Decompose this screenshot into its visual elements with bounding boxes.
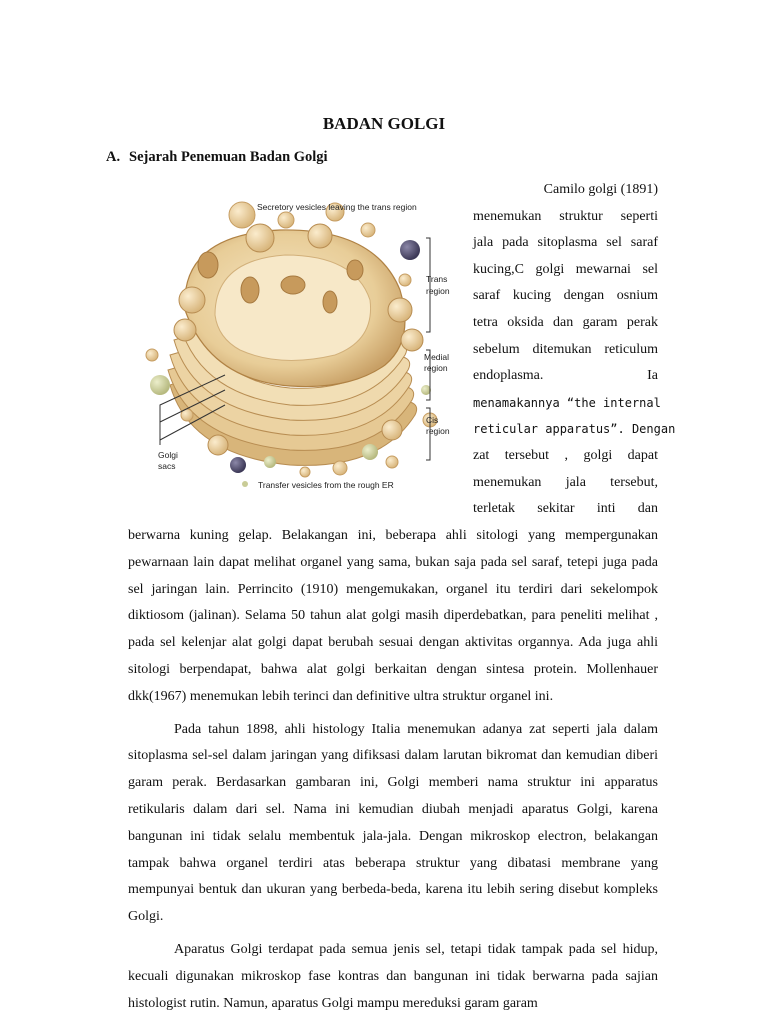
wrap-line: Camilo golgi (1891) — [543, 182, 658, 197]
wrap-line: menemukan struktur seperti — [473, 208, 658, 224]
paragraph-3: Aparatus Golgi terdapat pada semua jenis sel, tetapi tidak tampak pada sel hidup, kecuali digunakan mikroskop fase kontras dan bangunan ini tidak berwarna pada sajian histologist rutin. Namun, aparatus Golgi mampu mereduksi garam garam — [128, 941, 658, 1011]
section-heading — [106, 149, 328, 166]
wrap-line: kucing,C golgi mewarnai sel — [473, 261, 658, 277]
figure-label-medial-2: region — [424, 363, 448, 373]
section-number: A. — [106, 149, 121, 165]
wrap-line: saraf kucing dengan osnium — [473, 288, 658, 304]
wrap-line: menemukan jala tersebut, — [473, 474, 658, 490]
wrap-line: tetra oksida dan garam perak — [473, 314, 658, 330]
body-text — [128, 523, 658, 1017]
figure-label-cis-1: Cis — [426, 415, 439, 425]
figure-label-golgi-1: Golgi — [158, 450, 178, 460]
figure-label-golgi-2: sacs — [158, 461, 176, 471]
wrap-line: sebelum ditemukan reticulum — [473, 341, 658, 357]
figure-label-trans-1: Trans — [426, 274, 448, 284]
section-heading-text: Sejarah Penemuan Badan Golgi — [129, 149, 328, 165]
figure-label-medial-1: Medial — [424, 352, 450, 362]
paragraph-2: Pada tahun 1898, ahli histology Italia menemukan adanya zat seperti jala dalam sitoplasma sel-sel dalam jaringan yang difiksasi dalam larutan bikromat dan kemudian diberi garam perak. Berdasarkan gambaran ini, Golgi memberi nama struktur ini apparatus retikularis dalam dari sel. Nama ini kemudian diubah menjadi aparatus Golgi, karena bangunan ini tidak selalu membentuk jala-jala. Dengan mikroskop electron, belakangan tampak bahwa organel terdiri atas beberapa struktur yang dibatasi membrane yang mempunyai bentuk dan ukuran yang berbeda-beda, karena itu lebih sering disebut kompleks Golgi. — [128, 721, 658, 925]
paragraph-1-continued: berwarna kuning gelap. Belakangan ini, beberapa ahli sitologi yang mempergunakan pewarnaan lain dapat melihat organel yang sama, bukan saja pada sel saraf, tetepi juga pada sel jaringan lain. Perrincito (1910) mengemukakan, organel itu terdiri dari sekelompok diktiosom (jalinan). Selama 50 tahun alat golgi masih diperdebatkan, para peneliti melihat , pada sel kelenjar alat golgi dapat berubah sesuai dengan aktivitas organnya. Ada juga ahli sitologi berpendapat, bahwa alat golgi berkaitan dengan sintesa protein. Mollenhauer dkk(1967) menemukan lebih terinci dan definitive ultra struktur organel ini. — [128, 528, 658, 704]
wrap-line: reticular apparatus”. Dengan — [473, 422, 676, 437]
figure-label-cis-2: region — [426, 426, 450, 436]
page-title: BADAN GOLGI — [322, 114, 446, 133]
wrap-line: endoplasma. Ia — [473, 368, 658, 384]
wrap-line: terletak sekitar inti dan — [473, 501, 658, 517]
wrap-line: jala pada sitoplasma sel saraf — [473, 235, 658, 251]
wrap-line: menamakannya “the internal — [473, 395, 661, 410]
wrap-line: zat tersebut , golgi dapat — [473, 447, 658, 463]
figure-label-trans-2: region — [426, 286, 450, 296]
cisternae-stack — [168, 224, 423, 465]
golgi-apparatus-figure — [130, 190, 465, 510]
wrap-text-column — [473, 177, 676, 523]
figure-label-top: Secretory vesicles leaving the trans region — [257, 202, 417, 212]
figure-label-bottom: Transfer vesicles from the rough ER — [258, 480, 394, 490]
